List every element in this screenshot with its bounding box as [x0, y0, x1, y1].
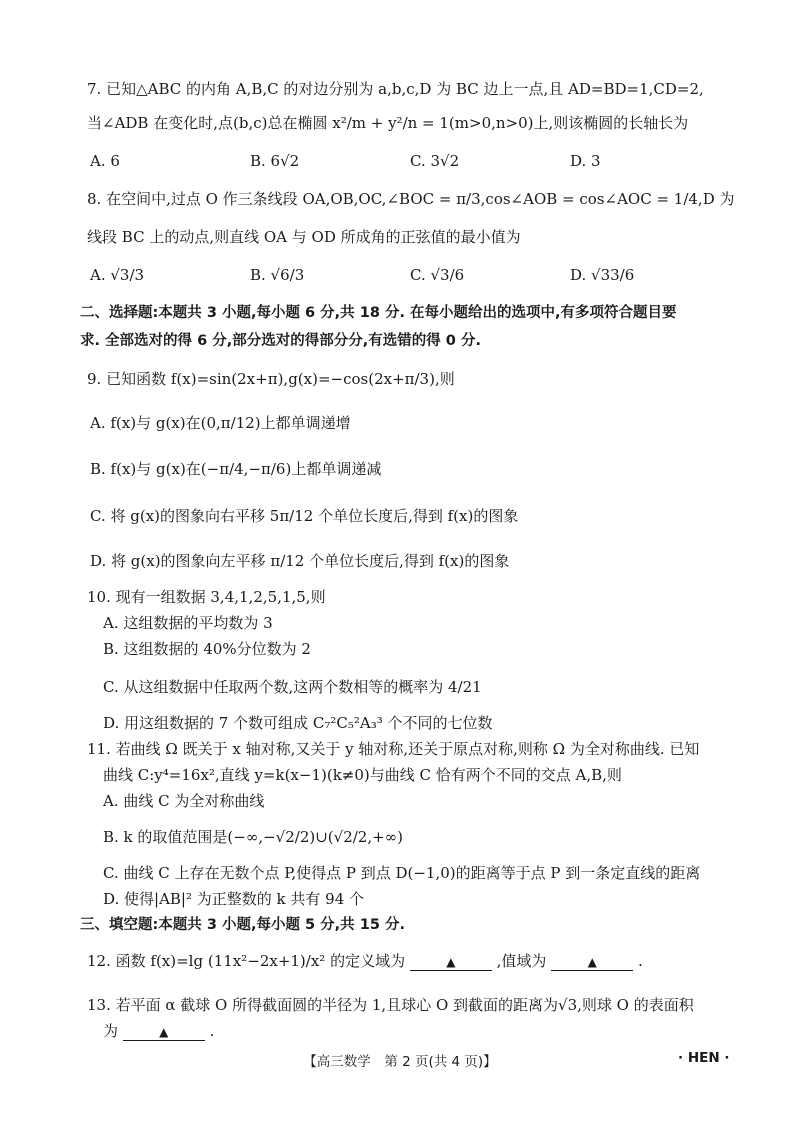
q7-option-b: B. 6√2 [250, 152, 300, 170]
blank-marker-icon: ▲ [446, 955, 456, 969]
q13-line2 [103, 1020, 214, 1042]
section3-heading: 三、填空题:本题共 3 小题,每小题 5 分,共 15 分. [80, 917, 405, 933]
q11-option-a: A. 曲线 C 为全对称曲线 [103, 792, 265, 810]
q7-option-a: A. 6 [90, 152, 120, 170]
q13-text-a: 为 [103, 1022, 119, 1040]
q10-option-a: A. 这组数据的平均数为 3 [103, 614, 273, 632]
q8-option-c: C. √3/6 [410, 266, 465, 284]
q12-text-b: ,值域为 [496, 952, 547, 970]
blank-marker-icon: ▲ [587, 955, 597, 969]
q8-line2: 线段 BC 上的动点,则直线 OA 与 OD 所成角的正弦值的最小值为 [87, 228, 521, 246]
q9-stem: 9. 已知函数 f(x)=sin(2x+π),g(x)=−cos(2x+π/3),则 [87, 370, 455, 388]
q8-options [90, 264, 730, 286]
q7-options [90, 150, 730, 172]
page-footer: 【高三数学 第 2 页(共 4 页)】 [303, 1054, 497, 1070]
section2-heading: 二、选择题:本题共 3 小题,每小题 6 分,共 18 分. 在每小题给出的选项中,有多项符合题目要 [80, 305, 677, 321]
q8-option-d: D. √33/6 [570, 266, 635, 284]
q11-option-d: D. 使得|AB|² 为正整数的 k 共有 94 个 [103, 890, 365, 908]
blank-marker-icon: ▲ [159, 1025, 169, 1039]
q7-line1: 7. 已知△ABC 的内角 A,B,C 的对边分别为 a,b,c,D 为 BC 边上一点,且 AD=BD=1,CD=2, [87, 80, 704, 98]
q12-blank-range [551, 954, 633, 971]
footer-code: · HEN · [678, 1050, 730, 1066]
q11-line2: 曲线 C:y⁴=16x²,直线 y=k(x−1)(k≠0)与曲线 C 恰有两个不同的交点 A,B,则 [103, 766, 622, 784]
q7-option-d: D. 3 [570, 152, 601, 170]
q12-text-a: 12. 函数 f(x)=lg (11x²−2x+1)/x² 的定义域为 [87, 952, 406, 970]
q13-text-b: . [209, 1022, 215, 1040]
section2-heading-cont: 求. 全部选对的得 6 分,部分选对的得部分分,有选错的得 0 分. [80, 333, 481, 349]
q9-option-a: A. f(x)与 g(x)在(0,π/12)上都单调递增 [90, 414, 351, 432]
q11-option-c: C. 曲线 C 上存在无数个点 P,使得点 P 到点 D(−1,0)的距离等于点 P 到一条定直线的距离 [103, 864, 701, 882]
q9-option-d: D. 将 g(x)的图象向左平移 π/12 个单位长度后,得到 f(x)的图象 [90, 552, 510, 570]
q9-option-c: C. 将 g(x)的图象向右平移 5π/12 个单位长度后,得到 f(x)的图象 [90, 507, 519, 525]
q11-line1: 11. 若曲线 Ω 既关于 x 轴对称,又关于 y 轴对称,还关于原点对称,则称 Ω 为全对称曲线. 已知 [87, 740, 700, 758]
q10-option-d: D. 用这组数据的 7 个数可组成 C₇²C₅²A₃³ 个不同的七位数 [103, 714, 493, 732]
q13-line1: 13. 若平面 α 截球 O 所得截面圆的半径为 1,且球心 O 到截面的距离为√3,则球 O 的表面积 [87, 996, 694, 1014]
q8-option-a: A. √3/3 [90, 266, 145, 284]
q10-option-c: C. 从这组数据中任取两个数,这两个数相等的概率为 4/21 [103, 678, 482, 696]
q7-option-c: C. 3√2 [410, 152, 460, 170]
q12-text-c: . [638, 952, 643, 970]
q13-blank-area [123, 1024, 205, 1041]
q12-line [87, 950, 643, 972]
q9-option-b: B. f(x)与 g(x)在(−π/4,−π/6)上都单调递减 [90, 460, 382, 478]
q10-stem: 10. 现有一组数据 3,4,1,2,5,1,5,则 [87, 588, 326, 606]
q8-option-b: B. √6/3 [250, 266, 305, 284]
q11-option-b: B. k 的取值范围是(−∞,−√2/2)∪(√2/2,+∞) [103, 828, 404, 846]
q8-line1: 8. 在空间中,过点 O 作三条线段 OA,OB,OC,∠BOC = π/3,cos∠AOB = cos∠AOC = 1/4,D 为 [87, 190, 735, 208]
q10-option-b: B. 这组数据的 40%分位数为 2 [103, 640, 311, 658]
q7-line2: 当∠ADB 在变化时,点(b,c)总在椭圆 x²/m + y²/n = 1(m>0,n>0)上,则该椭圆的长轴长为 [87, 114, 689, 132]
q12-blank-domain [410, 954, 492, 971]
